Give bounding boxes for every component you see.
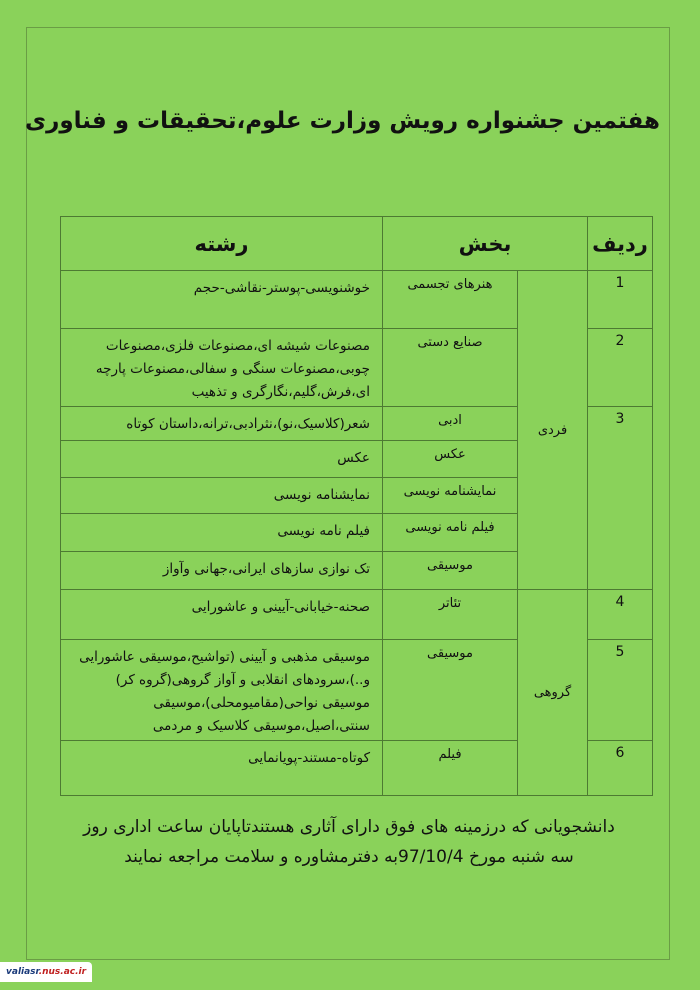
footer-line-2: سه شنبه مورخ 97/10/4به دفترمشاورە و سلامت مراجعه نمایند <box>124 847 574 867</box>
page-title: هفتمین جشنوارە رویش وزارت علوم،تحقیقات و فناوری <box>25 108 660 134</box>
festival-table <box>60 216 653 796</box>
header-field: رشته <box>61 217 383 271</box>
row-number: 5 <box>588 640 653 741</box>
table-row <box>61 590 653 640</box>
field-cell: تک نوازی سازهای ایرانی،جهانی وآواز <box>61 552 383 590</box>
row-number: 4 <box>588 590 653 640</box>
brand-prefix: valiasr <box>6 967 39 977</box>
section-group: گروهی <box>518 590 588 796</box>
part-cell: موسیقی <box>383 640 518 741</box>
brand-suffix: .nus.ac.ir <box>38 967 87 977</box>
section-individual: فردی <box>518 271 588 590</box>
site-logo-link[interactable] <box>0 962 92 982</box>
field-cell: خوشنویسی-پوستر-نقاشی-حجم <box>61 271 383 329</box>
part-cell: تئاتر <box>383 590 518 640</box>
part-cell: هنرهای تجسمی <box>383 271 518 329</box>
header-section: بخش <box>383 217 588 271</box>
field-cell: فیلم نامه نویسی <box>61 514 383 552</box>
part-cell: موسیقی <box>383 552 518 590</box>
field-cell: موسیقی مذهبی و آیینی (تواشیح،موسیقی عاشورایی و..)،سرودهای انقلابی و آواز گروهی(گروه کر) موسیقی نواحی(مقامیومحلی)،موسیقی سنتی،اصیل،موسیقی کلاسیک و مردمی <box>61 640 383 741</box>
part-cell: نمایشنامه نویسی <box>383 478 518 514</box>
field-cell: کوتاه-مستند-پویانمایی <box>61 741 383 796</box>
row-number: 2 <box>588 329 653 407</box>
field-cell: مصنوعات شیشه ای،مصنوعات فلزی،مصنوعات چوبی،مصنوعات سنگی و سفالی،مصنوعات پارچه ای،فرش،گلیم،نگارگری و تذهیب <box>61 329 383 407</box>
field-cell: شعر(کلاسیک،نو)،نثرادبی،ترانه،داستان کوتاه <box>61 407 383 441</box>
row-number: 6 <box>588 741 653 796</box>
field-cell: عکس <box>61 441 383 478</box>
part-cell: فیلم نامه نویسی <box>383 514 518 552</box>
part-cell: فیلم <box>383 741 518 796</box>
footer-notice <box>40 812 658 872</box>
part-cell: صنایع دستی <box>383 329 518 407</box>
part-cell: عکس <box>383 441 518 478</box>
table-row <box>61 271 653 329</box>
field-cell: نمایشنامه نویسی <box>61 478 383 514</box>
footer-line-1: دانشجویانی که درزمینه های فوق دارای آثاری هستندتاپایان ساعت اداری روز <box>83 817 615 837</box>
row-number: 1 <box>588 271 653 329</box>
part-cell: ادبی <box>383 407 518 441</box>
table-header-row <box>61 217 653 271</box>
field-cell: صحنه-خیابانی-آیینی و عاشورایی <box>61 590 383 640</box>
row-number: 3 <box>588 407 653 590</box>
header-row-number: ردیف <box>588 217 653 271</box>
